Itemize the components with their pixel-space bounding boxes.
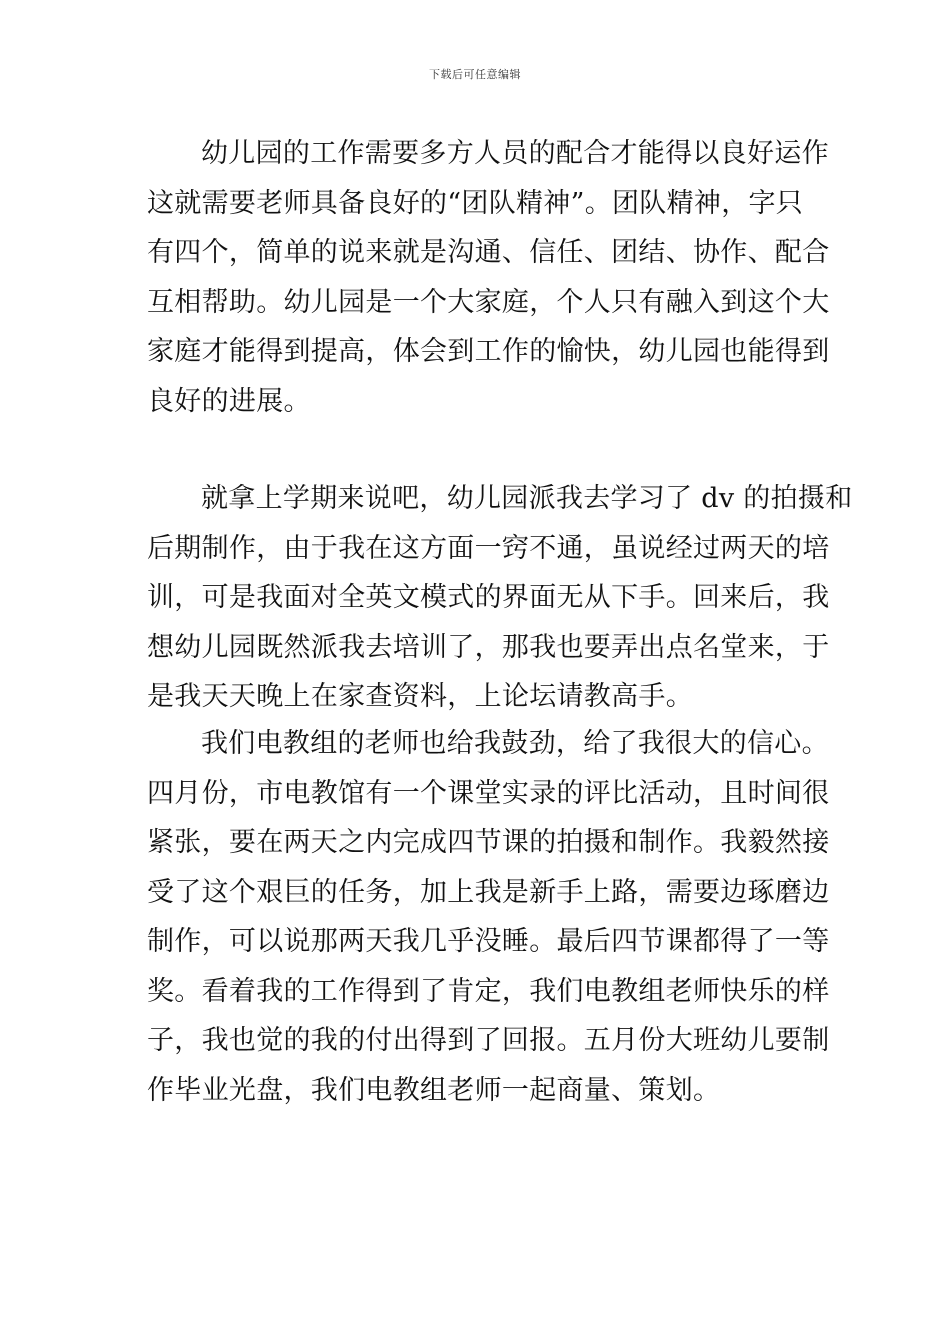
paragraph-line: 紧张，要在两天之内完成四节课的拍摄和制作。我毅然接	[147, 827, 830, 858]
paragraph-line: 受了这个艰巨的任务，加上我是新手上路，需要边琢磨边	[147, 876, 830, 908]
paragraph-line: 我们电教组的老师也给我鼓劲，给了我很大的信心。	[201, 728, 829, 759]
paragraph-3	[147, 719, 830, 1115]
paragraph-line: 良好的进展。	[147, 385, 311, 417]
paragraph-line: 这就需要老师具备良好的“团队精神”。团队精神，字只	[147, 187, 804, 219]
paragraph-line: 家庭才能得到提高，体会到工作的愉快，幼儿园也能得到	[147, 336, 830, 367]
paragraph-2	[147, 474, 853, 722]
paragraph-line: 有四个，简单的说来就是沟通、信任、团结、协作、配合	[147, 237, 830, 268]
paragraph-line: 四月份，市电教馆有一个课堂实录的评比活动，且时间很	[147, 777, 830, 809]
paragraph-line: 后期制作，由于我在这方面一窍不通，虽说经过两天的培	[147, 532, 830, 564]
paragraph-line: 就拿上学期来说吧，幼儿园派我去学习了 dv 的拍摄和	[201, 483, 853, 514]
paragraph-line: 幼儿园的工作需要多方人员的配合才能得以良好运作	[201, 138, 829, 169]
paragraph-line: 想幼儿园既然派我去培训了，那我也要弄出点名堂来，于	[147, 631, 830, 663]
header-note: 下载后可任意编辑	[429, 68, 521, 81]
paragraph-1	[147, 129, 830, 426]
paragraph-line: 是我天天晚上在家查资料，上论坛请教高手。	[147, 681, 693, 712]
paragraph-line: 子，我也觉的我的付出得到了回报。五月份大班幼儿要制	[147, 1025, 830, 1056]
paragraph-line: 互相帮助。幼儿园是一个大家庭，个人只有融入到这个大	[147, 286, 830, 318]
paragraph-line: 制作，可以说那两天我几乎没睡。最后四节课都得了一等	[147, 926, 830, 957]
paragraph-line: 奖。看着我的工作得到了肯定，我们电教组老师快乐的样	[147, 975, 830, 1007]
paragraph-line: 作毕业光盘，我们电教组老师一起商量、策划。	[147, 1074, 721, 1106]
paragraph-line: 训，可是我面对全英文模式的界面无从下手。回来后，我	[147, 582, 830, 613]
